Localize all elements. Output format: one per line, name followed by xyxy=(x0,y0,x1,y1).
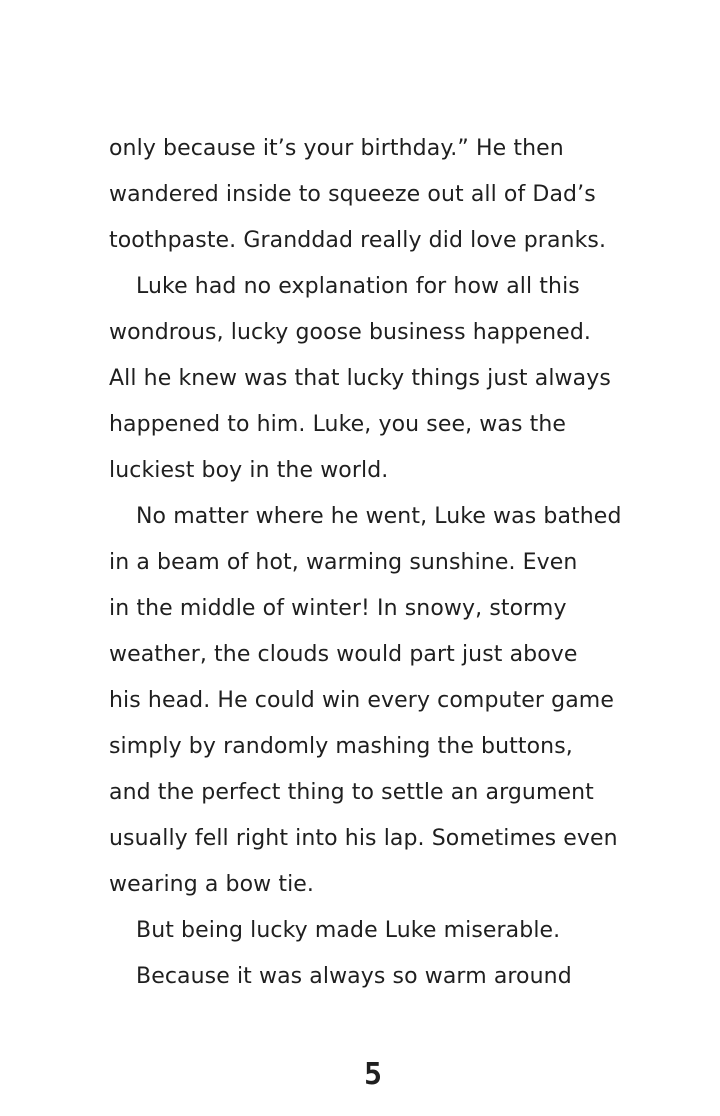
text-line: in a beam of hot, warming sunshine. Even xyxy=(109,550,578,575)
text-line: simply by randomly mashing the buttons, xyxy=(109,734,573,759)
text-line: his head. He could win every computer game xyxy=(109,688,614,713)
text-line: wearing a bow tie. xyxy=(109,872,315,897)
page-number: 5 xyxy=(363,1057,383,1092)
text-line: wandered inside to squeeze out all of Dad’s xyxy=(109,182,596,207)
text-line: But being lucky made Luke miserable. xyxy=(136,918,561,943)
text-line: All he knew was that lucky things just always xyxy=(109,366,611,391)
text-line: wondrous, lucky goose business happened. xyxy=(109,320,591,345)
text-line: luckiest boy in the world. xyxy=(109,458,389,483)
text-line: weather, the clouds would part just above xyxy=(109,642,578,667)
text-line: No matter where he went, Luke was bathed xyxy=(136,504,622,529)
text-line: in the middle of winter! In snowy, stormy xyxy=(109,596,567,621)
text-line: Because it was always so warm around xyxy=(136,964,572,989)
text-line: and the perfect thing to settle an argument xyxy=(109,780,594,805)
text-line: toothpaste. Granddad really did love pranks. xyxy=(109,228,607,253)
text-line: usually fell right into his lap. Sometimes even xyxy=(109,826,618,851)
text-line: only because it’s your birthday.” He then xyxy=(109,136,564,161)
text-line: Luke had no explanation for how all this xyxy=(136,274,580,299)
body-text xyxy=(109,126,669,1000)
text-line: happened to him. Luke, you see, was the xyxy=(109,412,567,437)
